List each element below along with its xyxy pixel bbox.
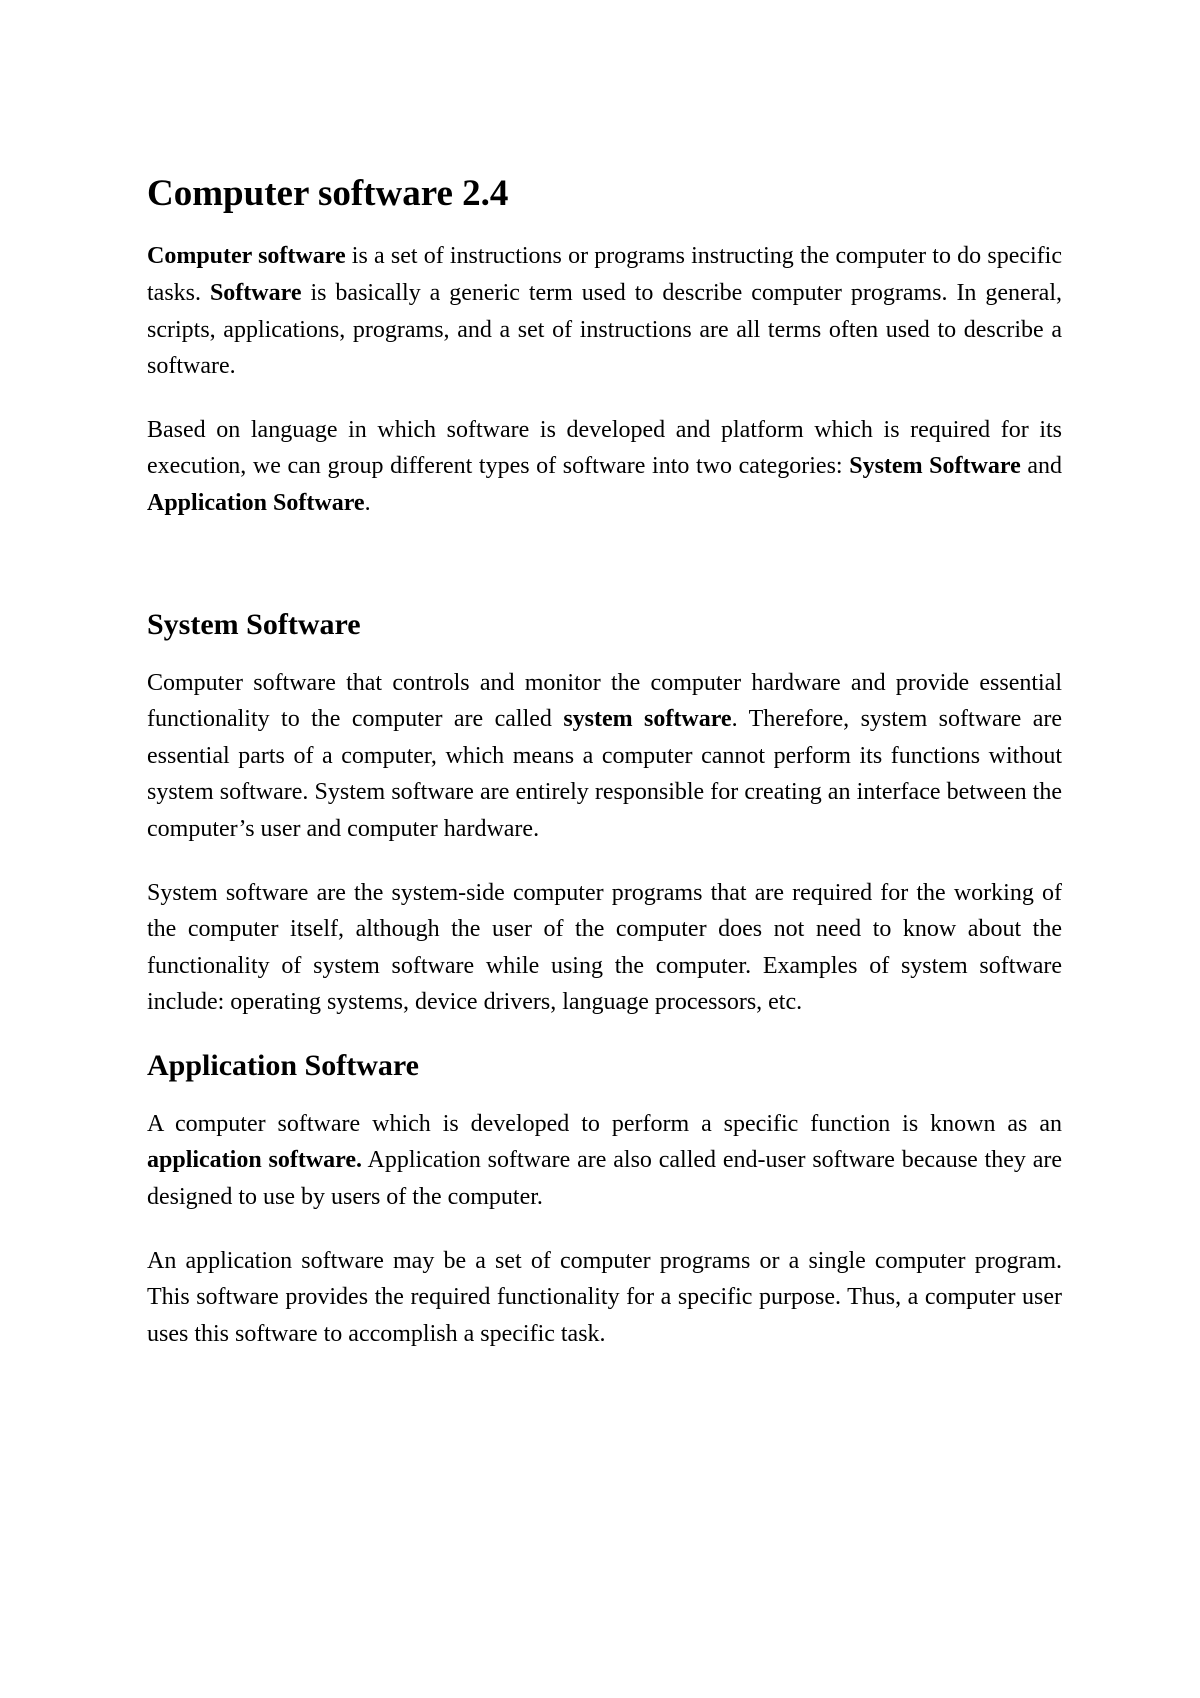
bold-term: Application Software	[147, 489, 365, 516]
section-heading-system: System Software	[147, 607, 361, 641]
paragraph-text: and	[1020, 453, 1063, 480]
application-paragraph-1	[147, 1106, 1062, 1216]
bold-term: System Software	[849, 453, 1021, 480]
intro-paragraph-2	[147, 412, 1062, 522]
bold-term: Software	[209, 279, 302, 306]
bold-term: Computer software	[147, 243, 346, 270]
bold-term: application software.	[147, 1147, 363, 1174]
paragraph-text: Application software are also called end-user software because they are designed to use by users of the computer.	[147, 1147, 1063, 1211]
system-paragraph-1	[147, 665, 1062, 848]
document-page	[147, 172, 1062, 1379]
paragraph-text: Computer software that controls and monitor the computer hardware and provide essential functionality to the computer are called	[147, 669, 1062, 733]
application-paragraph-2: An application software may be a set of computer programs or a single computer program. This software provides the required functionality for a specific purpose. Thus, a computer user uses this software to accomplish a specific task.	[147, 1247, 1062, 1347]
paragraph-text: A computer software which is developed to perform a specific function is known as an	[147, 1110, 1062, 1137]
paragraph-text: Based on language in which software is developed and platform which is required for its execution, we can group different types of software into two categories:	[147, 416, 1062, 480]
page-title: Computer software 2.4	[147, 173, 509, 214]
spacer	[147, 549, 1062, 607]
paragraph-text: is a set of instructions or programs instructing the computer to do specific tasks.	[147, 243, 1062, 306]
paragraph-text: .	[364, 489, 371, 516]
intro-paragraph-1	[147, 238, 1062, 384]
system-paragraph-2: System software are the system-side computer programs that are required for the working of the computer itself, although the user of the computer does not need to know about the functionality of system software while using the computer. Examples of system software include: operating systems, device drivers, language processors, etc.	[147, 879, 1062, 1016]
section-heading-application: Application Software	[147, 1048, 419, 1082]
paragraph-text: . Therefore, system software are essential parts of a computer, which means a computer cannot perform its functions without system software. System software are entirely responsible for creating an interface between the computer’s user and computer hardware.	[147, 706, 1062, 842]
bold-term: system software	[563, 706, 732, 733]
paragraph-text: is basically a generic term used to describe computer programs. In general, scripts, applications, programs, and a set of instructions are all terms often used to describe a software.	[147, 279, 1062, 380]
